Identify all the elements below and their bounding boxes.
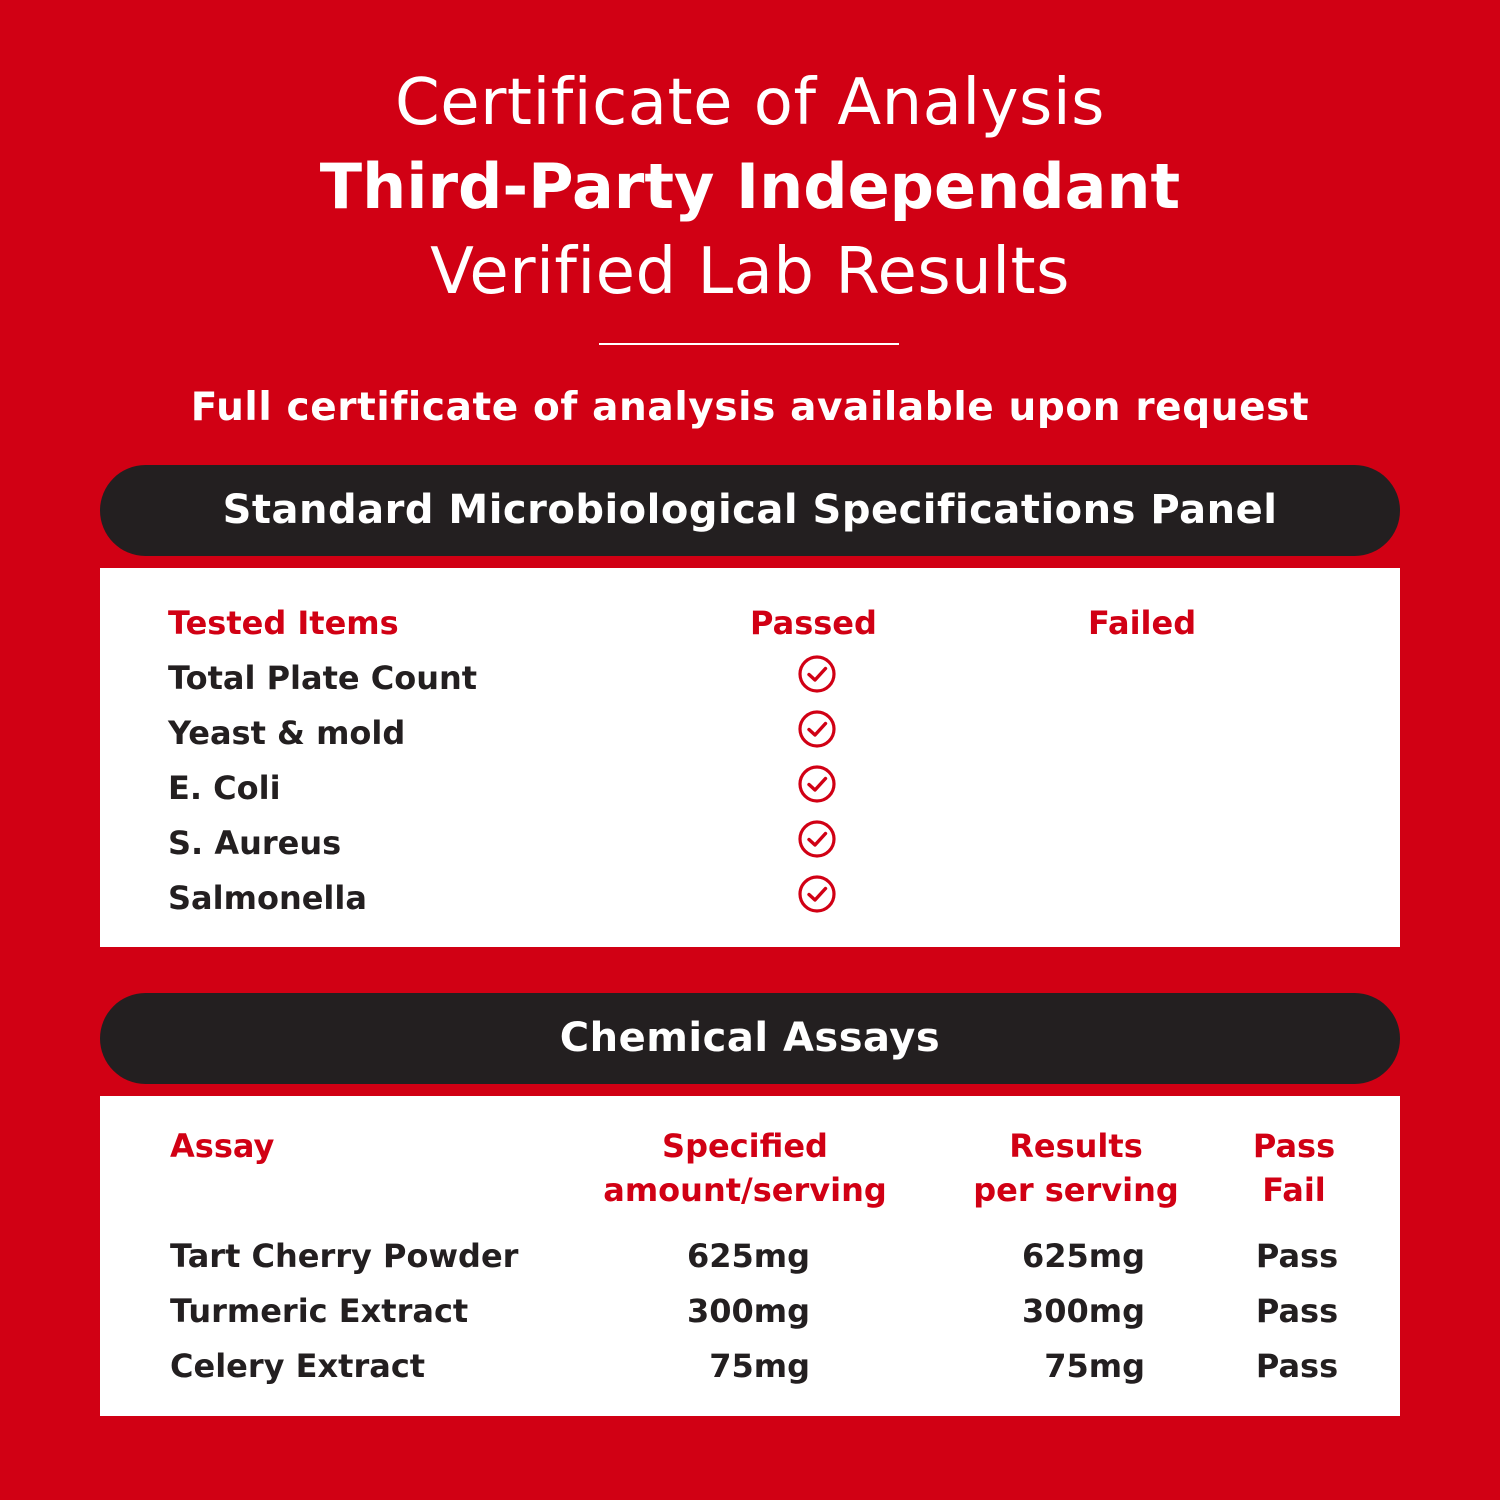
chem-col-results-line2: per serving: [973, 1171, 1179, 1209]
chem-row-assay: Turmeric Extract: [170, 1292, 469, 1330]
title-divider: [599, 343, 899, 345]
chem-row-result: 75mg: [1044, 1347, 1145, 1385]
subtitle: Full certificate of analysis available upon request: [190, 385, 1310, 430]
title-line-2: Third-Party Independant: [319, 150, 1181, 223]
chem-row-status: Pass: [1255, 1292, 1339, 1330]
micro-col-passed: Passed: [750, 604, 877, 642]
chem-row-assay: Celery Extract: [170, 1347, 426, 1385]
micro-row-item: E. Coli: [168, 769, 281, 807]
micro-row-item: S. Aureus: [168, 824, 342, 862]
micro-row-item: Total Plate Count: [168, 659, 478, 697]
micro-panel: [100, 568, 1400, 947]
chem-row-status: Pass: [1255, 1347, 1339, 1385]
chem-row-result: 300mg: [1021, 1292, 1145, 1330]
chem-col-pass: Pass: [1252, 1127, 1336, 1165]
chem-row-assay: Tart Cherry Powder: [170, 1237, 519, 1275]
chem-col-results-line1: Results: [1009, 1127, 1143, 1165]
chem-panel-title: Chemical Assays: [100, 993, 1400, 1084]
chem-col-specified-line2: amount/serving: [603, 1171, 887, 1209]
chem-row-specified: 625mg: [686, 1237, 810, 1275]
chem-col-assay: Assay: [170, 1127, 275, 1165]
check-circle-icon: [797, 709, 837, 749]
micro-row-item: Yeast & mold: [168, 714, 406, 752]
micro-row-item: Salmonella: [168, 879, 367, 917]
check-circle-icon: [797, 764, 837, 804]
check-circle-icon: [797, 654, 837, 694]
chem-row-specified: 300mg: [686, 1292, 810, 1330]
micro-panel-title: Standard Microbiological Specifications Panel: [100, 465, 1400, 556]
title-line-3: Verified Lab Results: [430, 235, 1070, 309]
chem-col-specified-line1: Specified: [662, 1127, 828, 1165]
chem-row-status: Pass: [1255, 1237, 1339, 1275]
title-line-1: Certificate of Analysis: [395, 66, 1105, 140]
micro-col-failed: Failed: [1088, 604, 1197, 642]
check-circle-icon: [797, 819, 837, 859]
micro-col-tested-items: Tested Items: [168, 604, 399, 642]
chem-col-fail: Fail: [1262, 1171, 1326, 1209]
chem-panel: [100, 1096, 1400, 1416]
check-circle-icon: [797, 874, 837, 914]
chem-row-result: 625mg: [1021, 1237, 1145, 1275]
chem-row-specified: 75mg: [709, 1347, 810, 1385]
